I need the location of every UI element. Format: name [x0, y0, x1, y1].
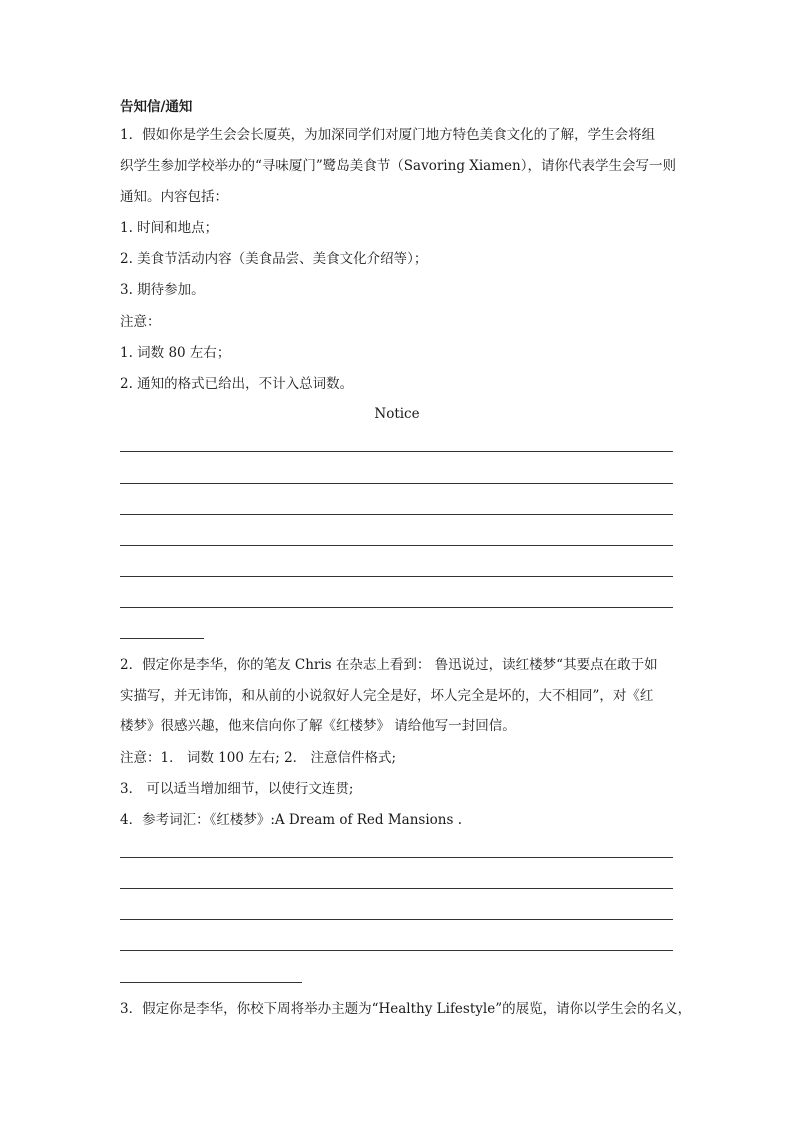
q1-line-2: 织学生参加学校举办的“寻味厦门”鹭岛美食节（Savoring Xiamen），请你代表学生会写一则 [120, 158, 676, 174]
answer-line [120, 545, 673, 546]
q2-line-6: 4．参考词汇：《红楼梦》:A Dream of Red Mansions . [120, 812, 462, 828]
q1-line-8: 1. 词数 80 左右； [120, 345, 231, 361]
q2-line-5: 3． 可以适当增加细节，以使行文连贯; [120, 781, 354, 797]
q1-line-1: 1．假如你是学生会会长厦英，为加深同学们对厦门地方特色美食文化的了解，学生会将组 [120, 127, 656, 143]
answer-line [120, 888, 673, 889]
answer-line [120, 451, 673, 452]
answer-line [120, 576, 673, 577]
answer-line [120, 483, 673, 484]
q3-line-1: 3．假定你是李华，你校下周将举办主题为“Healthy Lifestyle”的展览，请你以学生会的名义， [120, 1001, 692, 1017]
notice-title: Notice [374, 406, 420, 422]
answer-line [120, 514, 673, 515]
q1-line-9: 2. 通知的格式已给出，不计入总词数。 [120, 376, 354, 392]
q1-line-7: 注意： [120, 314, 161, 330]
section-title: 告知信/通知 [120, 99, 193, 115]
q2-line-4: 注意：1． 词数 100 左右; 2． 注意信件格式; [120, 750, 396, 766]
answer-line [120, 950, 673, 951]
q2-line-2: 实描写，并无讳饰，和从前的小说叙好人完全是好，坏人完全是坏的，大不相同”，对《红 [120, 688, 654, 704]
q2-line-3: 楼梦》很感兴趣，他来信向你了解《红楼梦》 请给他写一封回信。 [120, 718, 516, 734]
answer-line [120, 919, 673, 920]
q1-line-3: 通知。内容包括： [120, 189, 228, 205]
answer-line-short [120, 982, 302, 983]
q2-line-1: 2．假定你是李华，你的笔友 Chris 在杂志上看到： 鲁迅说过，读红楼梦“其要点在敢于如 [120, 657, 658, 673]
answer-line [120, 857, 673, 858]
q1-line-4: 1. 时间和地点； [120, 220, 219, 236]
answer-line [120, 607, 673, 608]
q1-line-6: 3. 期待参加。 [120, 282, 205, 298]
q1-line-5: 2. 美食节活动内容（美食品尝、美食文化介绍等）； [120, 251, 428, 267]
answer-line-short [120, 638, 204, 639]
